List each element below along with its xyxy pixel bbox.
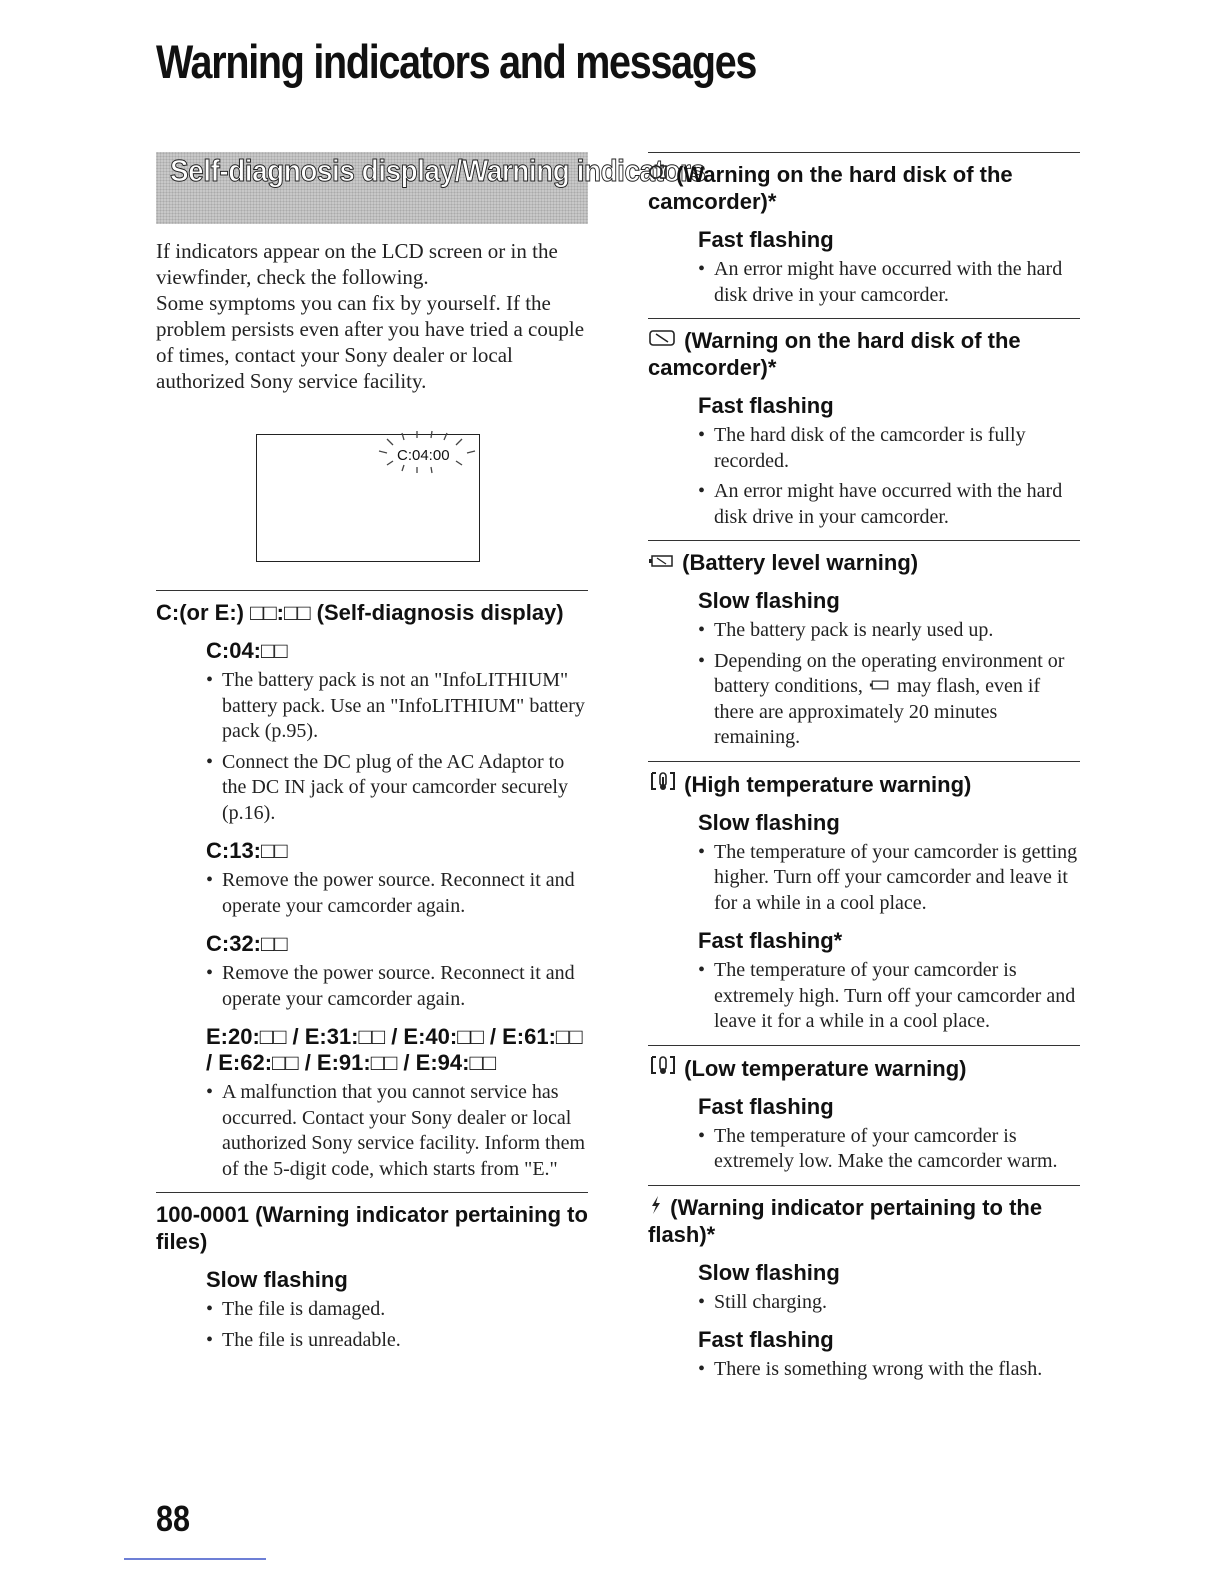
slow-flashing-label: Slow flashing (698, 588, 840, 613)
bullet: • Still charging. (714, 1290, 1080, 1316)
bullet: • Remove the power source. Reconnect it and operate your camcorder again. (222, 961, 588, 1012)
thermometer-low-icon (648, 1054, 678, 1076)
battery-icon (648, 552, 676, 570)
bullet: • The file is damaged. (222, 1297, 588, 1323)
battery-warning-heading-text: (Battery level warning) (682, 550, 919, 575)
page-number: 88 (156, 1498, 191, 1539)
hdd-full-icon (648, 328, 678, 348)
bullet: • The battery pack is nearly used up. (714, 618, 1080, 644)
page-title: Warning indicators and messages (156, 35, 757, 88)
bullet-text: may flash, even if there are approximately 20 minutes remaining. (714, 675, 1041, 748)
divider (648, 1045, 1080, 1046)
code-c04: C:04:□□ (206, 638, 288, 663)
code-e-list: E:20:□□ / E:31:□□ / E:40:□□ / E:61:□□ / E:62:□□ / E:91:□□ / E:94:□□ (206, 1024, 583, 1075)
self-diagnosis-heading: C:(or E:) □□:□□ (Self-diagnosis display) (156, 600, 564, 625)
hdd-full-heading (648, 327, 1080, 381)
low-temp-heading (648, 1054, 1080, 1082)
files-warning-heading: 100-0001 (Warning indicator pertaining to files) (156, 1202, 588, 1254)
bullet: • There is something wrong with the flash. (714, 1357, 1080, 1383)
fast-flashing-label: Fast flashing (698, 1327, 834, 1352)
bullet: • The hard disk of the camcorder is fully recorded. (714, 423, 1080, 474)
bullet: • An error might have occurred with the hard disk drive in your camcorder. (714, 479, 1080, 530)
divider (648, 540, 1080, 541)
code-c13: C:13:□□ (206, 838, 288, 863)
bullet: • The temperature of your camcorder is extremely low. Make the camcorder warm. (714, 1124, 1080, 1175)
high-temp-heading-text: (High temperature warning) (684, 771, 972, 797)
divider (648, 761, 1080, 762)
bullet: • Remove the power source. Reconnect it and operate your camcorder again. (222, 868, 588, 919)
slow-flashing-label: Slow flashing (698, 1259, 840, 1285)
bullet: • A malfunction that you cannot service has occurred. Contact your Sony dealer or local authorized Sony service facility. Inform them of the 5-digit code, which starts from "E." (222, 1080, 588, 1182)
intro-paragraph: If indicators appear on the LCD screen or in the viewfinder, check the following. (156, 239, 558, 289)
bullet: • The temperature of your camcorder is getting higher. Turn off your camcorder and leave it for a while in a cool place. (714, 840, 1080, 917)
divider (648, 318, 1080, 319)
intro-paragraph: Some symptoms you can fix by yourself. If the problem persists even after you have tried a couple of times, contact your Sony dealer or local authorized Sony service facility. (156, 291, 585, 393)
hdd-full-heading-text: (Warning on the hard disk of the camcorder)* (648, 328, 1021, 380)
battery-warning-heading (648, 549, 1080, 576)
divider (648, 152, 1080, 153)
thermometer-high-icon (648, 770, 678, 792)
hdd-warning-icon (648, 162, 670, 182)
divider (156, 590, 588, 591)
battery-icon (868, 678, 892, 692)
hdd-warning-heading (648, 161, 1080, 215)
bullet: • The battery pack is not an "InfoLITHIUM" battery pack. Use an "InfoLITHIUM" battery pack (p.95). (222, 668, 588, 745)
left-column (156, 152, 706, 1358)
lcd-illustration (256, 434, 480, 562)
fast-flashing-label: Fast flashing (698, 393, 834, 418)
bullet: • The file is unreadable. (222, 1328, 588, 1354)
bullet (714, 649, 1080, 751)
fast-flashing-label: Fast flashing (698, 227, 834, 252)
flash-warning-heading (648, 1194, 1080, 1248)
section-banner (156, 152, 706, 224)
high-temp-heading (648, 770, 1080, 798)
slow-flashing-label: Slow flashing (698, 809, 840, 835)
divider (156, 1192, 588, 1193)
bullet-text: Depending on the operating environment or battery conditions, (714, 649, 1065, 697)
fast-flashing-label: Fast flashing* (698, 928, 843, 953)
bullet: • An error might have occurred with the hard disk drive in your camcorder. (714, 257, 1080, 308)
bullet: • Connect the DC plug of the AC Adaptor to the DC IN jack of your camcorder securely (p.16). (222, 750, 588, 827)
hdd-warning-heading-text: (Warning on the hard disk of the camcorder)* (648, 162, 1013, 214)
low-temp-heading-text: (Low temperature warning) (684, 1055, 967, 1081)
right-column (648, 152, 1080, 1388)
slow-flashing-label: Slow flashing (206, 1267, 348, 1292)
flash-warning-heading-text: (Warning indicator pertaining to the flash)* (648, 1194, 1043, 1247)
footer-line (124, 1558, 266, 1560)
code-c32: C:32:□□ (206, 931, 288, 956)
section-banner-text: Self-diagnosis display/Warning indicators (170, 153, 706, 188)
intro-text (156, 238, 588, 394)
divider (648, 1185, 1080, 1186)
fast-flashing-label: Fast flashing (698, 1093, 834, 1119)
lcd-code: C:04:00 (397, 447, 450, 464)
bullet: • The temperature of your camcorder is extremely high. Turn off your camcorder and leave it for a while in a cool place. (714, 958, 1080, 1035)
flash-icon (648, 1195, 664, 1215)
